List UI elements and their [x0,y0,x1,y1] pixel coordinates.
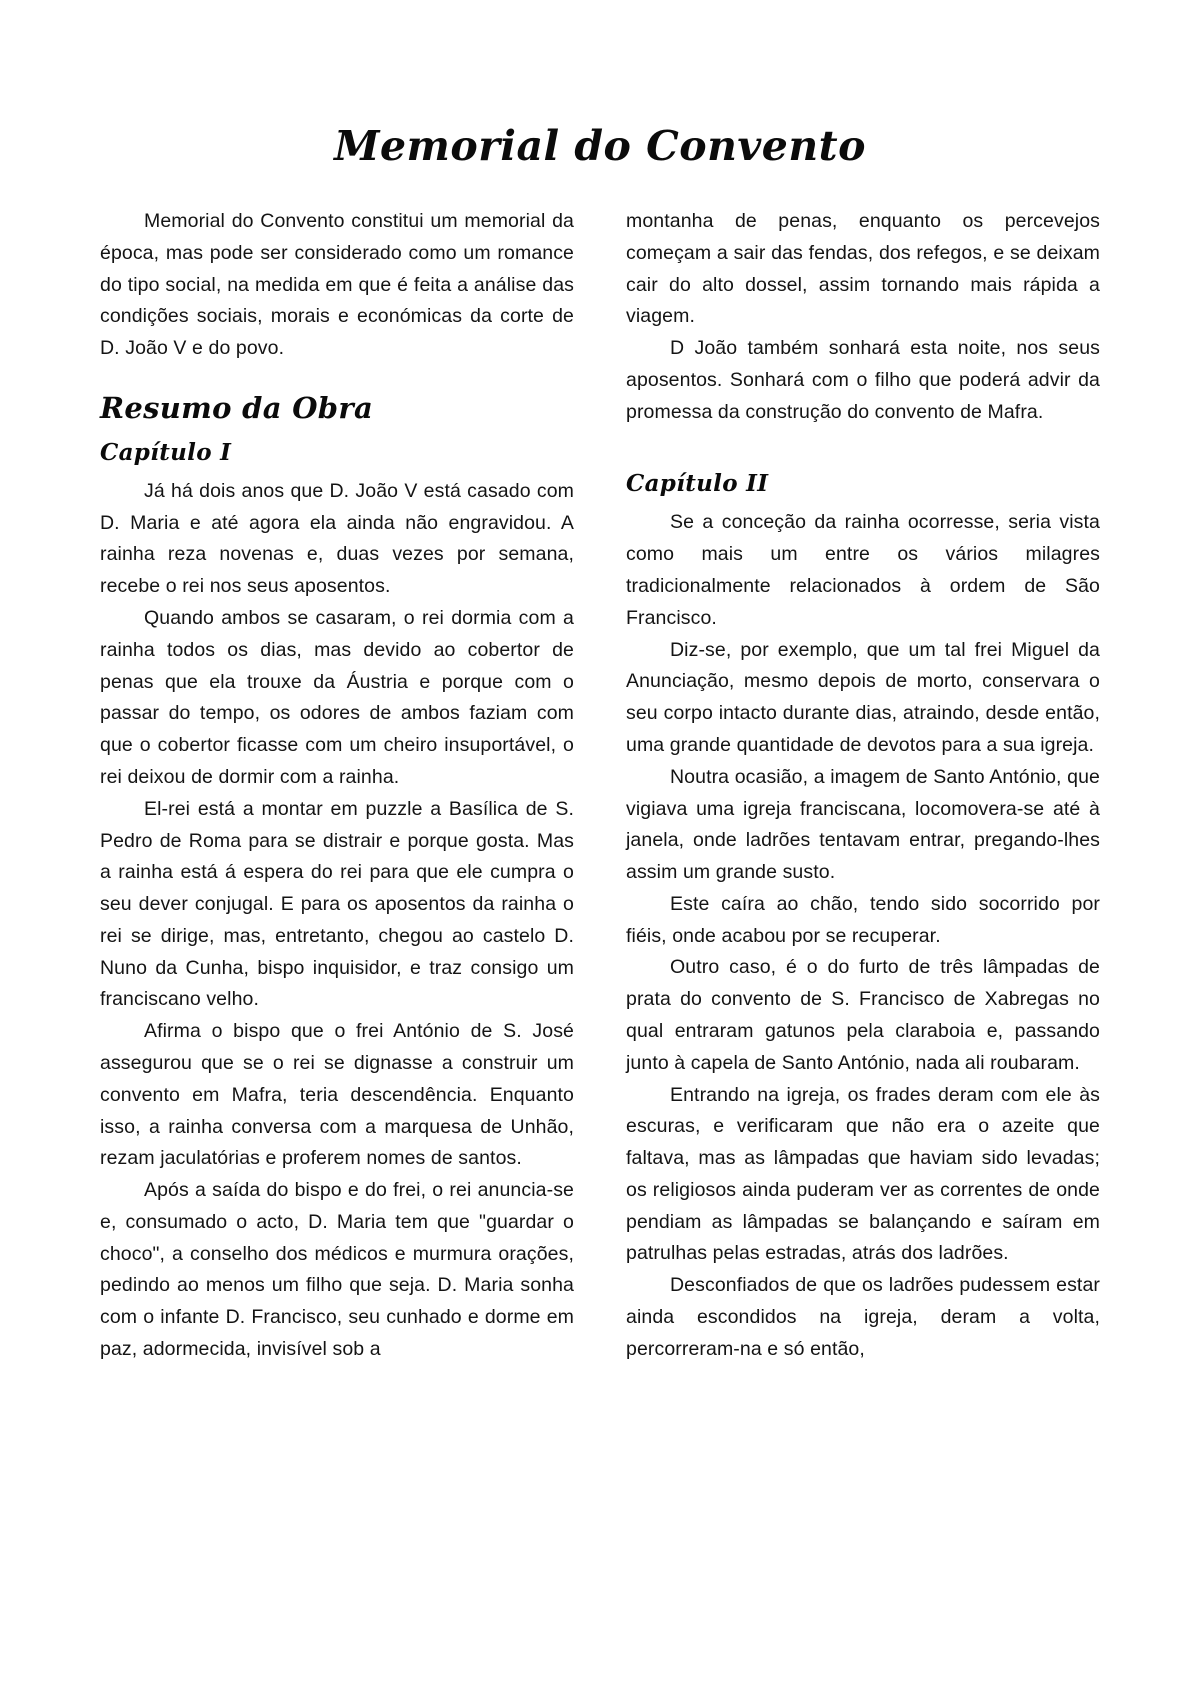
paragraph: Após a saída do bispo e do frei, o rei anuncia-se e, consumado o acto, D. Maria tem que "guardar o choco", a conselho dos médicos e murmura orações, pedindo ao menos um filho que seja. D. Maria sonha com o infante D. Francisco, seu cunhado e dorme em paz, adormecida, invisível sob a [100,1179,574,1360]
paragraph: Diz-se, por exemplo, que um tal frei Miguel da Anunciação, mesmo depois de morto, conservara o seu corpo intacto durante dias, atraindo, desde então, uma grande quantidade de devotos para a sua igreja. [626,638,1100,756]
paragraph: Entrando na igreja, os frades deram com ele às escuras, e verificaram que não era o azeite que faltava, mas as lâmpadas que haviam sido levadas; os religiosos ainda puderam ver as correntes de onde pendiam as lâmpadas se balançando e saíram em patrulhas pelas estradas, atrás dos ladrões. [626,1083,1100,1265]
paragraph: Se a conceção da rainha ocorresse, seria vista como mais um entre os vários milagres tradicionalmente relacionados à ordem de São Francisco. [626,511,1100,629]
two-column-body [100,206,1100,1366]
paragraph: Afirma o bispo que o frei António de S. José assegurou que se o rei se dignasse a construir um convento em Mafra, teria descendência. Enquanto isso, a rainha conversa com a marquesa de Unhão, rezam jaculatórias e proferem nomes de santos. [100,1020,574,1170]
chapter-heading-ii: Capítulo II [626,470,769,498]
right-column [626,206,1100,1366]
paragraph: Desconfiados de que os ladrões pudessem estar ainda escondidos na igreja, deram a volta, percorreram-na e só então, [626,1274,1100,1360]
paragraph: D João também sonhará esta noite, nos seus aposentos. Sonhará com o filho que poderá advir da promessa da construção do convento de Mafra. [626,337,1100,423]
left-column [100,206,574,1366]
paragraph-continuation: montanha de penas, enquanto os percevejos começam a sair das fendas, dos refegos, e se deixam cair do alto dossel, assim tornando mais rápida a viagem. [626,210,1100,328]
intro-paragraph: Memorial do Convento constitui um memorial da época, mas pode ser considerado como um romance do tipo social, na medida em que é feita a análise das condições sociais, morais e económicas da corte de D. João V e do povo. [100,210,574,360]
paragraph: Noutra ocasião, a imagem de Santo António, que vigiava uma igreja franciscana, locomovera-se até à janela, onde ladrões tentavam entrar, pregando-lhes assim um grande susto. [626,765,1100,884]
chapter-heading-i: Capítulo I [100,438,232,466]
paragraph: Este caíra ao chão, tendo sido socorrido por fiéis, onde acabou por se recuperar. [626,892,1100,947]
paragraph: El-rei está a montar em puzzle a Basílica de S. Pedro de Roma para se distrair e porque gosta. Mas a rainha está á espera do rei para que ele cumpra o seu dever conjugal. E para os aposentos da rainha o rei se dirige, mas, entretanto, chegou ao castelo D. Nuno da Cunha, bispo inquisidor, e traz consigo um franciscano velho. [100,797,574,1011]
paragraph: Quando ambos se casaram, o rei dormia com a rainha todos os dias, mas devido ao cobertor de penas que ela trouxe da Áustria e porque com o passar do tempo, os odores de ambos faziam com que o cobertor ficasse com um cheiro insuportável, o rei deixou de dormir com a rainha. [100,607,574,788]
section-heading-resumo: Resumo da Obra [100,390,374,425]
page-title: Memorial do Convento [334,122,866,170]
paragraph: Já há dois anos que D. João V está casado com D. Maria e até agora ela ainda não engravidou. A rainha reza novenas e, duas vezes por semana, recebe o rei nos seus aposentos. [100,479,574,598]
paragraph: Outro caso, é o do furto de três lâmpadas de prata do convento de S. Francisco de Xabregas no qual entraram gatunos pela claraboia e, passando junto à capela de Santo António, nada ali roubaram. [626,956,1100,1074]
